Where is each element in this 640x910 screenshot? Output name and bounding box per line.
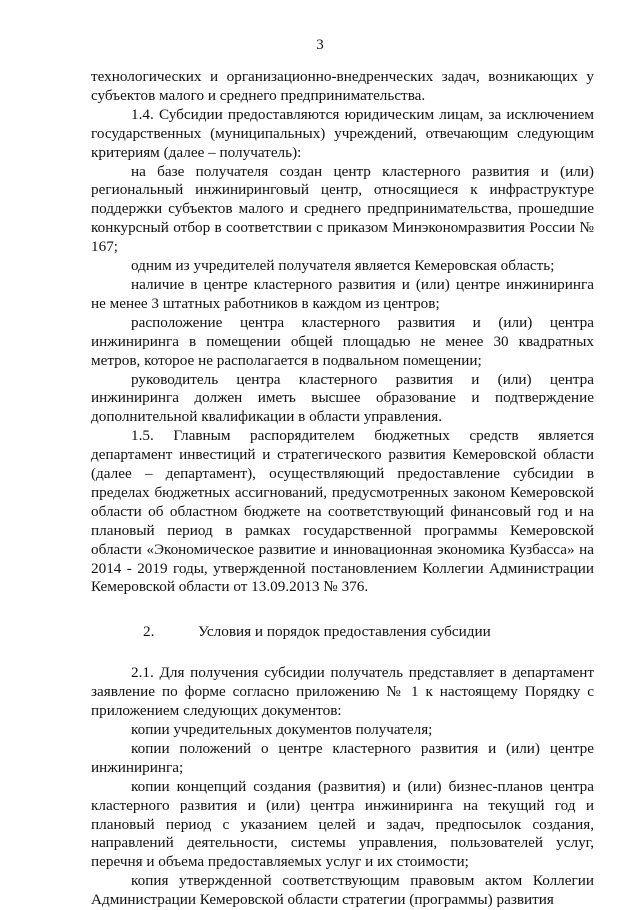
document-item-regulations: копии положений о центре кластерного развития и (или) центре инжиниринга; bbox=[91, 739, 594, 776]
document-item-concepts: копии концепций создания (развития) и (или) бизнес-планов центра кластерного развития и (или) центра инжиниринга на текущий год и плановый период с указанием целей и задач, предпосылок создания, направлений деятельности, системы управления, пользователей услуг, перечня и объема предоставляемых услуг и их стоимости; bbox=[91, 777, 594, 871]
criterion-manager: руководитель центра кластерного развития и (или) центра инжиниринга должен иметь высшее образование и подтверждение дополнительной квалификации в области управления. bbox=[91, 370, 594, 426]
criterion-founder: одним из учредителей получателя является Кемеровская область; bbox=[131, 257, 555, 275]
criterion-cluster-center: на базе получателя создан центр кластерного развития и (или) региональный инжиниринговый центр, относящиеся к инфраструктуре поддержки субъектов малого и среднего предпринимательства, прошедшие конкурсный отбор в соответствии с приказом Минэкономразвития России № 167; bbox=[91, 162, 594, 256]
paragraph-2-1: 2.1. Для получения субсидии получатель представляет в департамент заявление по форме согласно приложению № 1 к настоящему Порядку с приложением следующих документов: bbox=[91, 664, 594, 720]
document-body bbox=[91, 68, 594, 910]
section-number: 2. bbox=[143, 623, 155, 641]
section-heading bbox=[91, 623, 594, 642]
paragraph-continuation: технологических и организационно-внедренческих задач, возникающих у субъектов малого и среднего предпринимательства. bbox=[91, 68, 594, 104]
criterion-staff: наличие в центре кластерного развития и (или) центре инжиниринга не менее 3 штатных работников в каждом из центров; bbox=[91, 275, 594, 312]
page-number: 3 bbox=[316, 37, 324, 53]
criterion-premises: расположение центра кластерного развития и (или) центра инжиниринга в помещении общей площадью не менее 30 квадратных метров, которое не располагается в подвальном помещении; bbox=[91, 313, 594, 369]
document-item-charter: копии учредительных документов получателя; bbox=[131, 721, 433, 738]
document-item-strategy: копия утвержденной соответствующим правовым актом Коллегии Администрации Кемеровской области стратегии (программы) развития bbox=[91, 872, 594, 909]
paragraph-1-5: 1.5. Главным распорядителем бюджетных средств является департамент инвестиций и стратегического развития Кемеровской области (далее – департамент), осуществляющий предоставление субсидии в пределах бюджетных ассигнований, предусмотренных законом Кемеровской области об областном бюджете на соответствующий финансовый год и на плановый период в рамках государственной программы Кемеровской области «Экономическое развитие и инновационная экономика Кузбасса» на 2014 - 2019 годы, утвержденной постановлением Коллегии Администрации Кемеровской области от 13.09.2013 № 376. bbox=[91, 427, 594, 596]
section-title: Условия и порядок предоставления субсидии bbox=[198, 623, 491, 641]
paragraph-1-4: 1.4. Субсидии предоставляются юридическим лицам, за исключением государственных (муниципальных) учреждений, отвечающим следующим критериям (далее – получатель): bbox=[91, 105, 594, 161]
